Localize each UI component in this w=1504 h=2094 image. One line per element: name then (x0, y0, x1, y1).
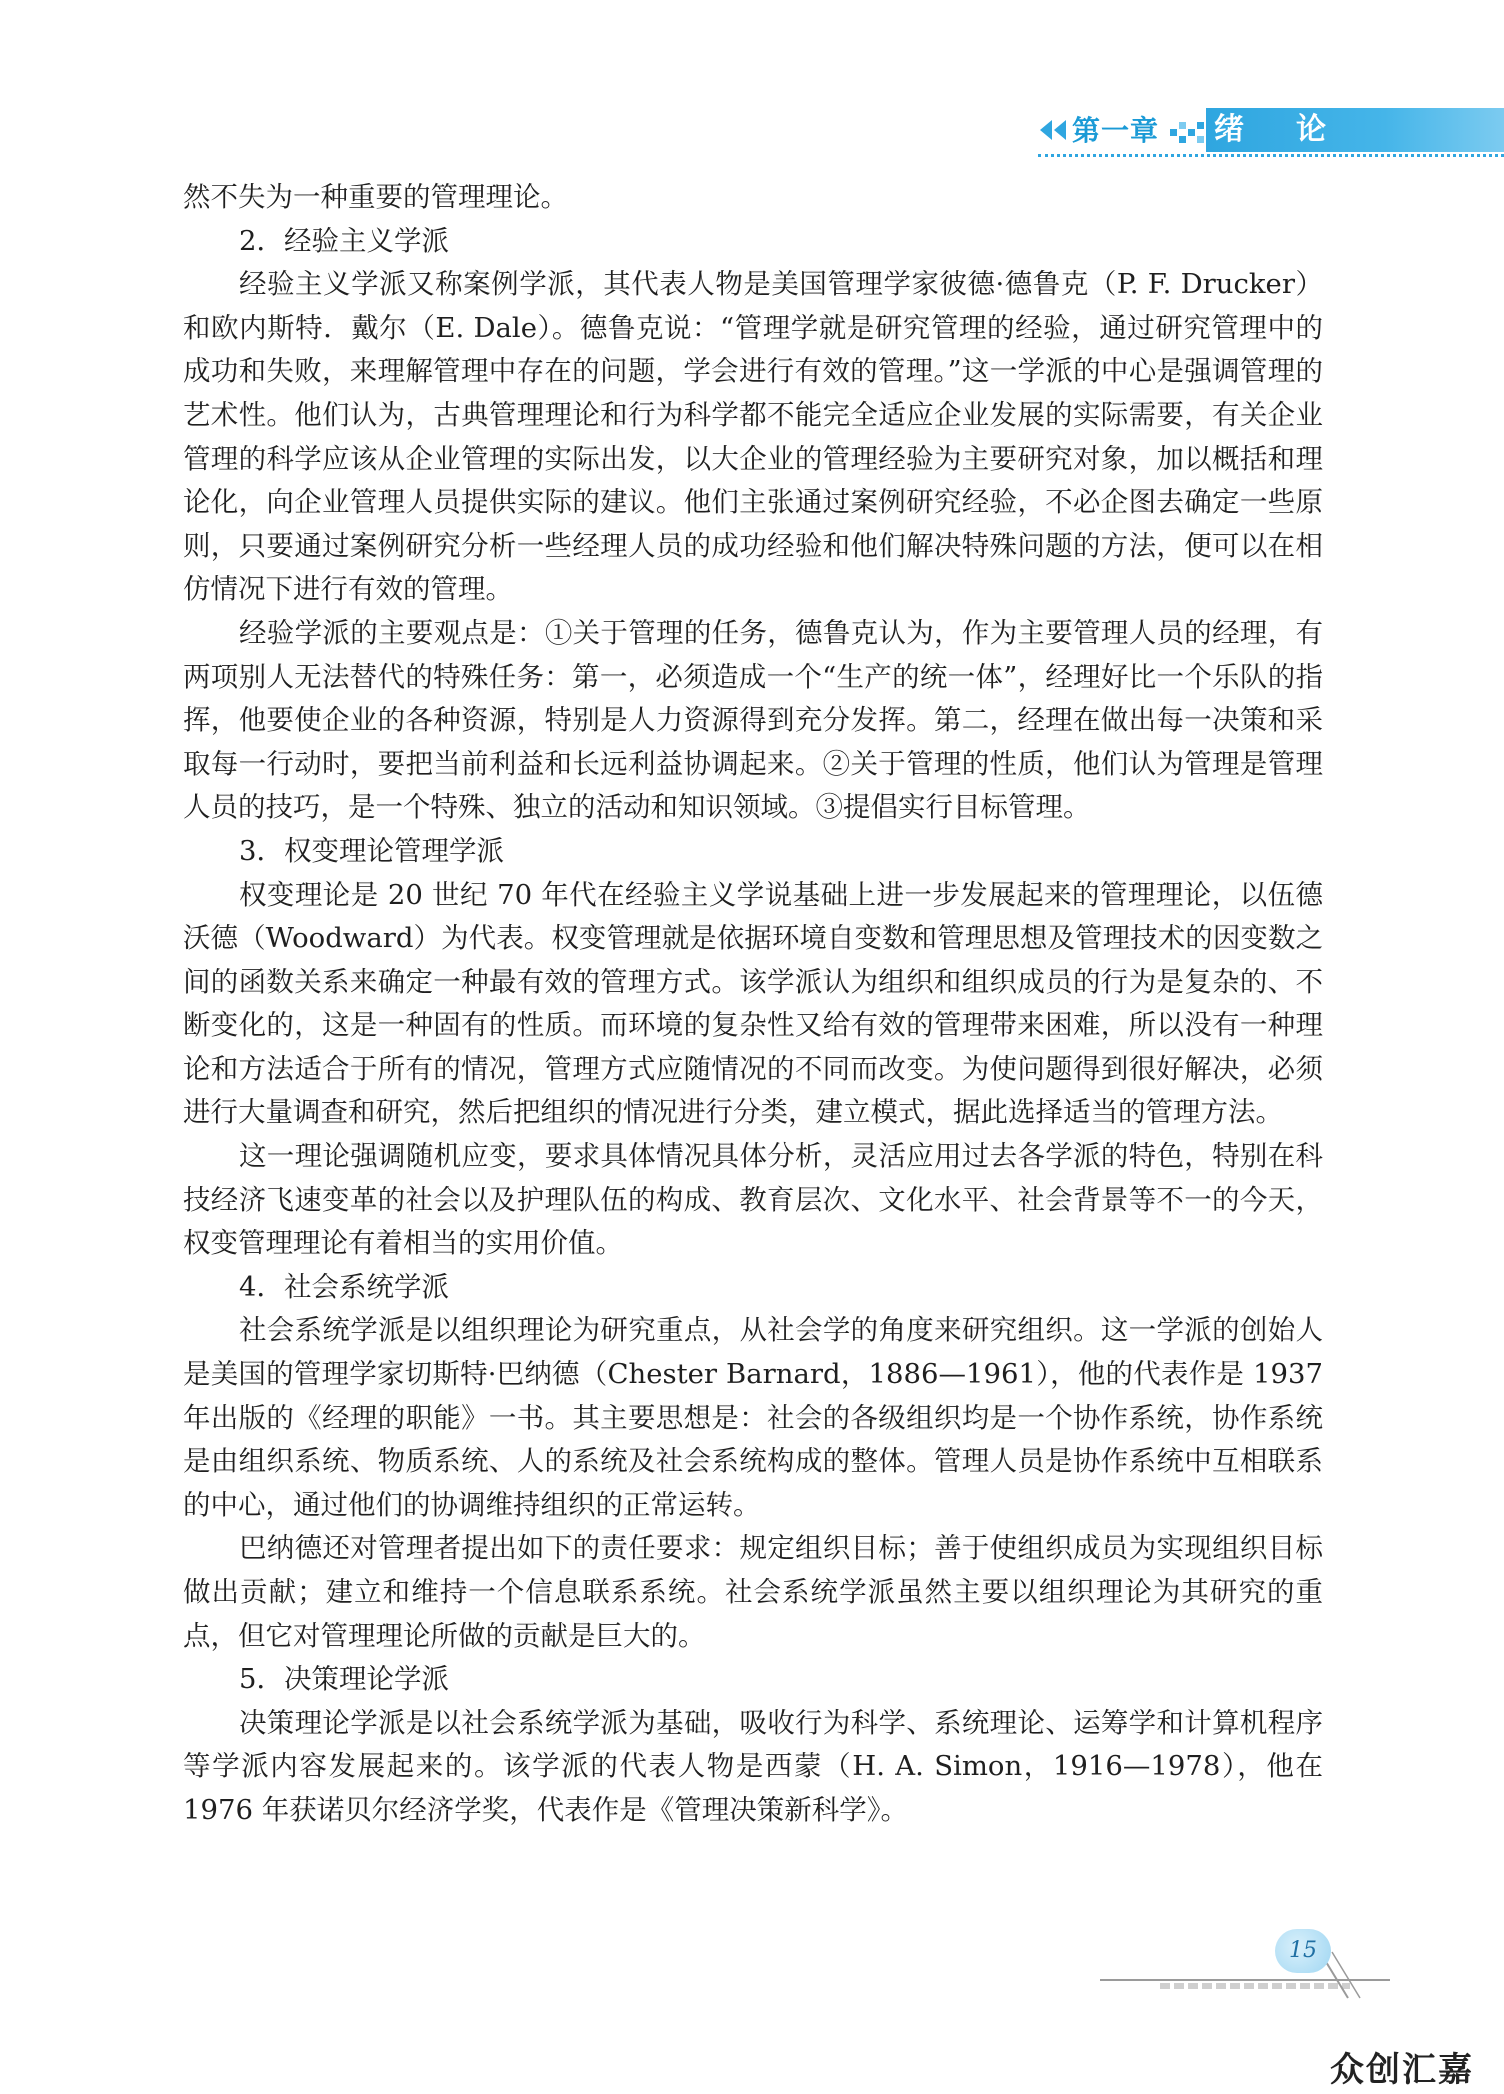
watermark: 众创汇嘉 (1330, 2050, 1474, 2090)
page-body (183, 176, 1323, 1833)
paragraph: 然不失为一种重要的管理理论。 (183, 181, 568, 213)
chapter-label: 第一章 (1072, 114, 1160, 147)
paragraph: 这一理论强调随机应变，要求具体情况具体分析，灵活应用过去各学派的特色，特别在科技经济飞速变革的社会以及护理队伍的构成、教育层次、文化水平、社会背景等不一的今天，权变管理理论有着相当的实用价值。 (183, 1140, 1323, 1260)
page-number-decoration (1100, 1950, 1400, 2000)
header-dotted-rule (1038, 154, 1504, 157)
section-heading: 5．决策理论学派 (239, 1663, 449, 1696)
paragraph: 决策理论学派是以社会系统学派为基础，吸收行为科学、系统理论、运筹学和计算机程序等学派内容发展起来的。该学派的代表人物是西蒙（H. A. Simon，1916—1978），他在 1976 年获诺贝尔经济学奖，代表作是《管理决策新科学》。 (183, 1706, 1323, 1826)
chapter-title: 绪论 (1214, 112, 1378, 147)
double-left-arrow-icon (1038, 118, 1068, 142)
paragraph: 经验主义学派又称案例学派，其代表人物是美国管理学家彼德·德鲁克（P. F. Drucker）和欧内斯特．戴尔（E. Dale）。德鲁克说：“管理学就是研究管理的经验，通过研究管理中的成功和失败，来理解管理中存在的问题，学会进行有效的管理。”这一学派的中心是强调管理的艺术性。他们认为，古典管理理论和行为科学都不能完全适应企业发展的实际需要，有关企业管理的科学应该从企业管理的实际出发，以大企业的管理经验为主要研究对象，加以概括和理论化，向企业管理人员提供实际的建议。他们主张通过案例研究经验，不必企图去确定一些原则，只要通过案例研究分析一些经理人员的成功经验和他们解决特殊问题的方法，便可以在相仿情况下进行有效的管理。 (183, 268, 1323, 606)
section-heading: 2．经验主义学派 (239, 224, 449, 257)
page-number: 15 (1275, 1929, 1331, 1973)
paragraph: 经验学派的主要观点是：①关于管理的任务，德鲁克认为，作为主要管理人员的经理，有两项别人无法替代的特殊任务：第一，必须造成一个“生产的统一体”，经理好比一个乐队的指挥，他要使企业的各种资源，特别是人力资源得到充分发挥。第二，经理在做出每一决策和采取每一行动时，要把当前利益和长远利益协调起来。②关于管理的性质，他们认为管理是管理人员的技巧，是一个特殊、独立的活动和知识领域。③提倡实行目标管理。 (183, 616, 1323, 824)
paragraph: 权变理论是 20 世纪 70 年代在经验主义学说基础上进一步发展起来的管理理论，以伍德沃德（Woodward）为代表。权变管理就是依据环境自变数和管理思想及管理技术的因变数之间的函数关系来确定一种最有效的管理方式。该学派认为组织和组织成员的行为是复杂的、不断变化的，这是一种固有的性质。而环境的复杂性又给有效的管理带来困难，所以没有一种理论和方法适合于所有的情况，管理方式应随情况的不同而改变。为使问题得到很好解决，必须进行大量调查和研究，然后把组织的情况进行分类，建立模式，据此选择适当的管理方法。 (183, 878, 1323, 1129)
section-heading: 3．权变理论管理学派 (239, 834, 504, 867)
section-heading: 4．社会系统学派 (239, 1270, 449, 1303)
paragraph: 社会系统学派是以组织理论为研究重点，从社会学的角度来研究组织。这一学派的创始人是美国的管理学家切斯特·巴纳德（Chester Barnard，1886—1961），他的代表作是 1937 年出版的《经理的职能》一书。其主要思想是：社会的各级组织均是一个协作系统，协作系统是由组织系统、物质系统、人的系统及社会系统构成的整体。管理人员是协作系统中互相联系的中心，通过他们的协调维持组织的正常运转。 (183, 1314, 1323, 1521)
paragraph: 巴纳德还对管理者提出如下的责任要求：规定组织目标；善于使组织成员为实现组织目标做出贡献；建立和维持一个信息联系系统。社会系统学派虽然主要以组织理论为其研究的重点，但它对管理理论所做的贡献是巨大的。 (183, 1532, 1323, 1652)
chapter-header (1038, 108, 1504, 154)
